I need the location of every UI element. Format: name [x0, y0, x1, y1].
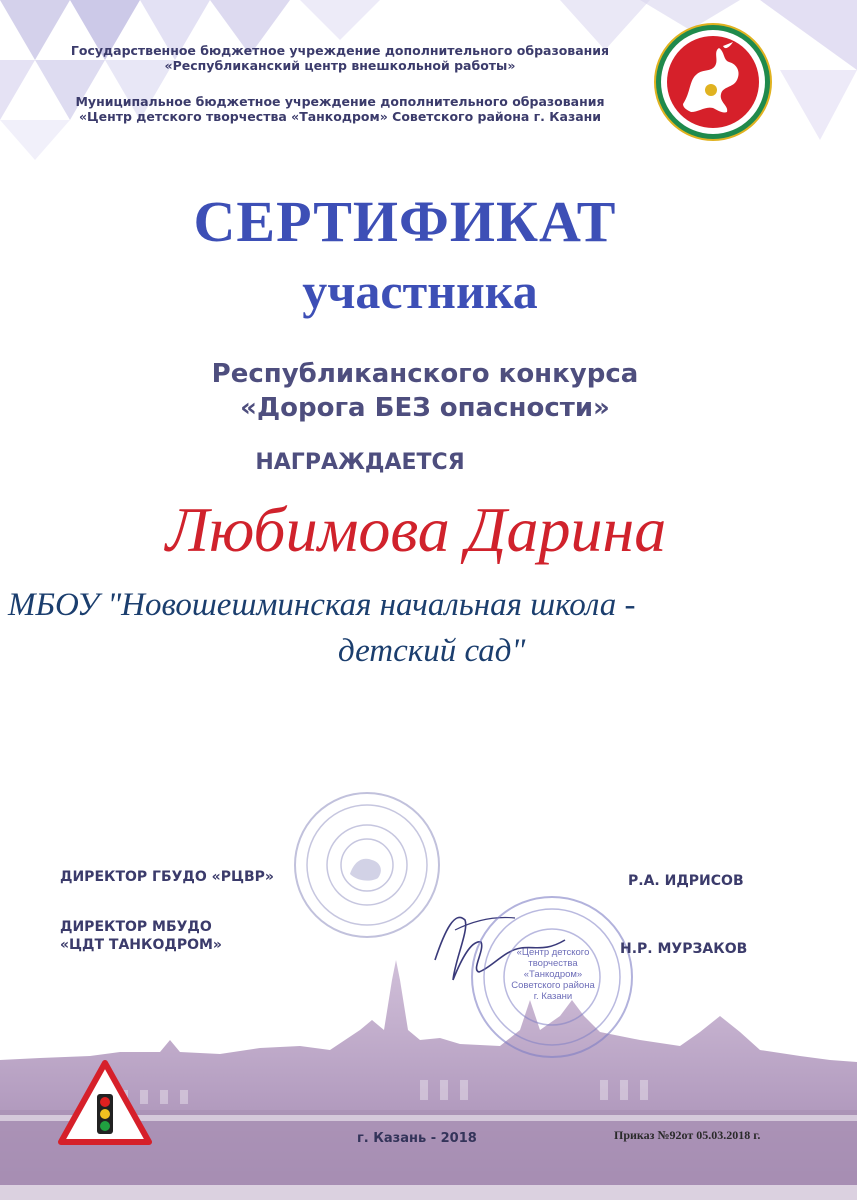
contest-line1: Республиканского конкурса: [211, 359, 639, 389]
seal-stamp-tankodrom: [470, 895, 635, 1060]
stamp2-line5: г. Казани: [533, 991, 573, 1002]
organization-1: [60, 43, 620, 73]
school-line1: МБОУ "Новошешминская начальная школа -: [8, 587, 636, 623]
organization-2: [60, 94, 620, 124]
contest-name: [0, 357, 850, 425]
director-1-label: ДИРЕКТОР ГБУДО «РЦВР»: [60, 869, 274, 885]
director-2-name: Н.Р. МУРЗАКОВ: [620, 941, 748, 957]
order-number: Приказ №92от 05.03.2018 г.: [614, 1128, 761, 1142]
stamp2-line1: «Центр детского: [516, 947, 590, 958]
certificate-subtitle: участника: [302, 263, 538, 319]
org1-line2: «Республиканский центр внешкольной работы»: [164, 58, 516, 73]
director-1-name: Р.А. ИДРИСОВ: [628, 873, 744, 889]
seal-stamp-rcvr: [292, 790, 442, 940]
org2-line1: Муниципальное бюджетное учреждение дополнительного образования: [75, 94, 605, 109]
school-name: [8, 582, 857, 674]
director-2-label: [60, 918, 222, 954]
city-year: г. Казань - 2018: [357, 1131, 477, 1146]
org2-line2: «Центр детского творчества «Танкодром» Советского района г. Казани: [78, 109, 602, 124]
stamp2-line3: «Танкодром»: [523, 969, 583, 980]
director-2-label-line1: ДИРЕКТОР МБУДО: [60, 919, 212, 935]
traffic-light-icon: [58, 1060, 152, 1146]
school-line2: детский сад": [338, 633, 526, 669]
contest-line2: «Дорога БЕЗ опасности»: [240, 393, 610, 423]
org1-line1: Государственное бюджетное учреждение дополнительного образования: [70, 43, 610, 58]
stamp2-text: [498, 947, 608, 1002]
recipient-name: Любимова Дарина: [165, 494, 667, 565]
award-word: НАГРАЖДАЕТСЯ: [255, 450, 465, 475]
tatarstan-emblem-icon: [653, 22, 773, 142]
certificate-title: СЕРТИФИКАТ: [193, 189, 617, 254]
stamp2-line4: Советского района: [511, 980, 595, 991]
stamp2-line2: творчества: [528, 958, 578, 969]
director-2-label-line2: «ЦДТ ТАНКОДРОМ»: [60, 937, 222, 953]
